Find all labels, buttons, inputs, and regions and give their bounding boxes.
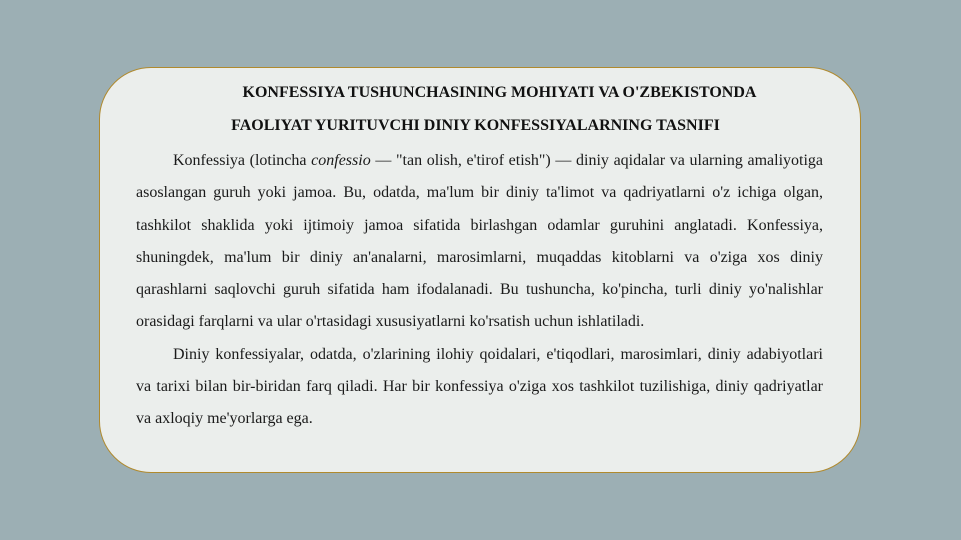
title-line-2: FAOLIYAT YURITUVCHI DINIY KONFESSIYALARNING TASNIFI (231, 117, 720, 134)
body-text (136, 145, 823, 436)
title-line-1: KONFESSIYA TUSHUNCHASINING MOHIYATI VA O'ZBEKISTONDA (242, 84, 757, 101)
paragraph-1-latin-term: confessio (311, 152, 371, 169)
paragraph-1-lead: Konfessiya (lotincha (173, 152, 312, 169)
paragraph-1-rest: — "tan olish, e'tirof etish") — diniy aqidalar va ularning amaliyotiga asoslangan guruh yoki jamoa. Bu, odatda, ma'lum bir diniy ta'limot va qadriyatlarni o'z ichiga olgan, tashkilot shaklida yoki ijtimoiy jamoa sifatida birlashgan odamlar guruhini anglatadi. Konfessiya, shuningdek, ma'lum bir diniy an'analarni, marosimlarni, muqaddas kitoblarni va o'ziga xos diniy qarashlarni saqlovchi guruh sifatida ham ifodalanadi. Bu tushuncha, ko'pincha, turli diniy yo'nalishlar orasidagi farqlarni va ular o'rtasidagi xususiyatlarni ko'rsatish uchun ishlatiladi. (136, 152, 824, 331)
paragraph-2: Diniy konfessiyalar, odatda, o'zlarining ilohiy qoidalari, e'tiqodlari, marosimlari, diniy adabiyotlari va tarixi bilan bir-biridan farq qiladi. Har bir konfessiya o'ziga xos tashkilot tuzilishiga, diniy qadriyatlar va axloqiy me'yorlarga ega. (136, 345, 823, 428)
paragraph-1 (136, 145, 823, 339)
